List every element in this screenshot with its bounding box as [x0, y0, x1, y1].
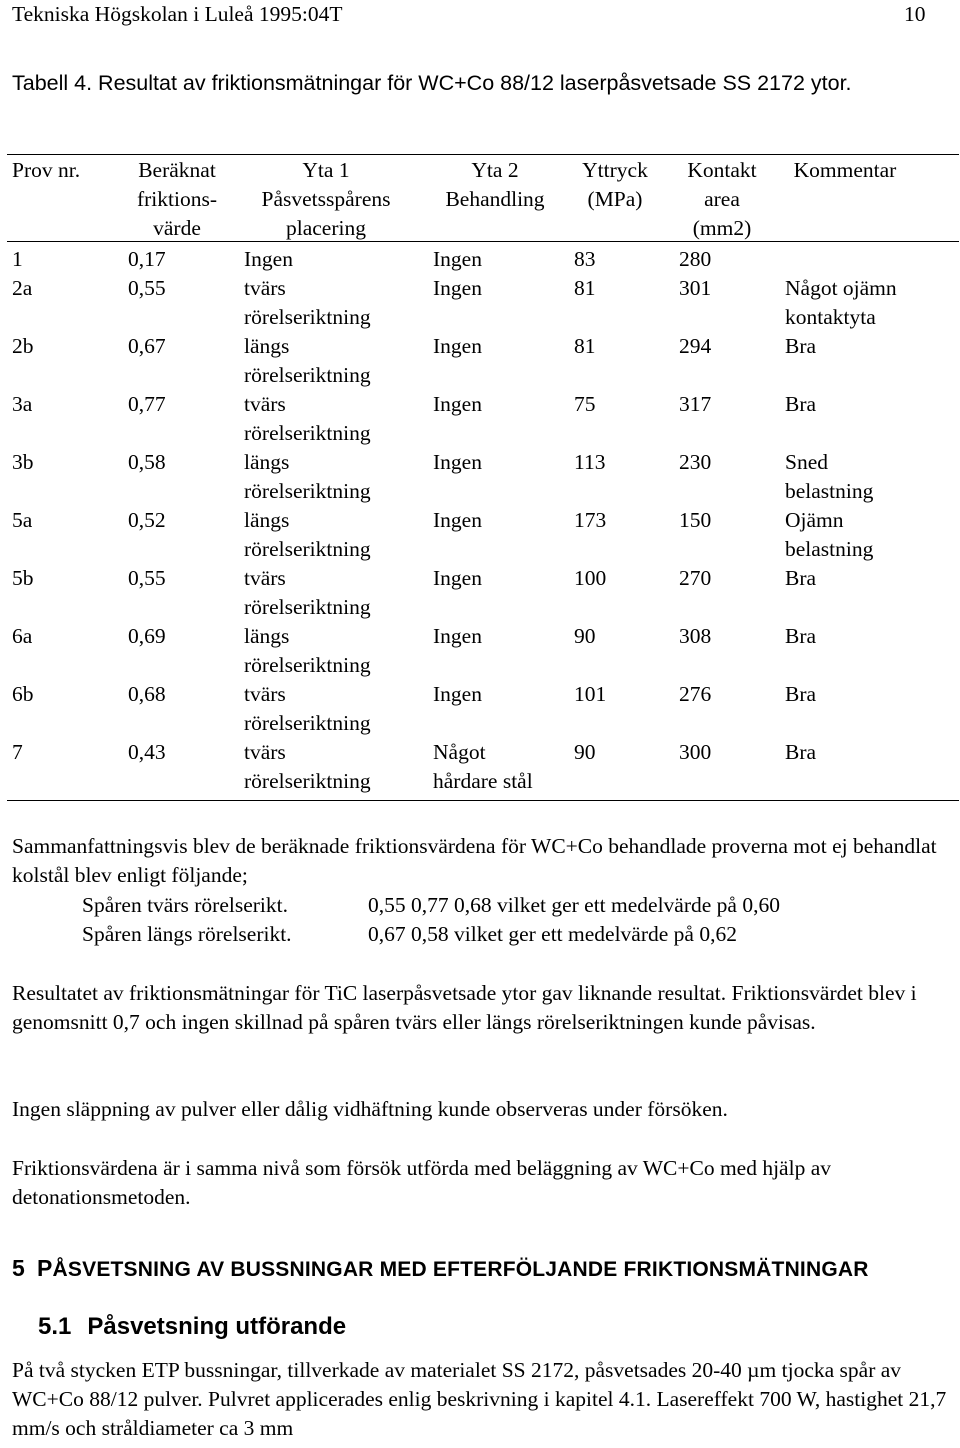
page-number: 10	[904, 2, 926, 26]
table-caption: Tabell 4. Resultat av friktionsmätningar för WC+Co 88/12 laserpåsvetsade SS 2172 ytor.	[12, 71, 852, 95]
cell-yta1: längs rörelseriktning	[244, 624, 371, 677]
cell-yta1: Ingen	[244, 247, 293, 271]
table-bottom-rule	[7, 800, 959, 801]
cell-kontakt: 300	[679, 740, 712, 764]
cell-kommentar: Sned belastning	[785, 450, 874, 503]
section-5-1-text: På två stycken ETP bussningar, tillverkade av materialet SS 2172, påsvetsades 20-40 µm tjocka spår av WC+Co 88/12 pulver. Pulvret applicerades enlig beskrivning i kapitel 4.1. Lasereffekt 700 W, hastighet 21,7 mm/s och stråldiameter ca 3 mm	[12, 1358, 947, 1440]
cell-yttryck: 173	[574, 508, 607, 532]
paragraph-detonation: Friktionsvärdena är i samma nivå som försök utförda med beläggning av WC+Co med hjälp av detonationsmetoden.	[12, 1156, 831, 1209]
cell-yta2: Något hårdare stål	[433, 740, 533, 793]
cell-kontakt: 308	[679, 624, 712, 648]
cell-kontakt: 301	[679, 276, 712, 300]
cell-friktion: 0,43	[128, 740, 166, 764]
cell-yta1: längs rörelseriktning	[244, 334, 371, 387]
cell-friktion: 0,68	[128, 682, 166, 706]
cell-kommentar: Ojämn belastning	[785, 508, 874, 561]
cell-yttryck: 90	[574, 624, 596, 648]
cell-kommentar: Bra	[785, 624, 817, 648]
cell-yta1: längs rörelseriktning	[244, 450, 371, 503]
header-kommentar: Kommentar	[793, 158, 897, 182]
cell-yta2: Ingen	[433, 566, 482, 590]
cell-yta1: tvärs rörelseriktning	[244, 392, 371, 445]
cell-prov: 6b	[12, 682, 34, 706]
cell-yta2: Ingen	[433, 508, 482, 532]
cell-yttryck: 83	[574, 247, 596, 271]
cell-friktion: 0,55	[128, 566, 166, 590]
cell-yta2: Ingen	[433, 450, 482, 474]
cell-kontakt: 276	[679, 682, 712, 706]
cell-yta1: längs rörelseriktning	[244, 508, 371, 561]
header-yttryck: Yttryck (MPa)	[582, 158, 648, 211]
cell-kontakt: 150	[679, 508, 712, 532]
cell-kontakt: 230	[679, 450, 712, 474]
summary-langs-label: Spåren längs rörelserikt.	[82, 922, 292, 946]
cell-kommentar: Bra	[785, 682, 817, 706]
cell-kommentar: Bra	[785, 566, 817, 590]
cell-yttryck: 75	[574, 392, 596, 416]
cell-prov: 5b	[12, 566, 34, 590]
section-5-1-heading: 5.1 Påsvetsning utförande	[38, 1313, 347, 1340]
cell-friktion: 0,55	[128, 276, 166, 300]
cell-yta2: Ingen	[433, 276, 482, 300]
cell-prov: 1	[12, 247, 23, 271]
running-header: Tekniska Högskolan i Luleå 1995:04T	[12, 2, 343, 26]
section-5-heading: 5 PÅSVETSNING AV BUSSNINGAR MED EFTERFÖLJANDE FRIKTIONSMÄTNINGAR	[12, 1255, 869, 1281]
cell-yta1: tvärs rörelseriktning	[244, 566, 371, 619]
cell-prov: 7	[12, 740, 23, 764]
cell-prov: 3a	[12, 392, 33, 416]
paragraph-tic: Resultatet av friktionsmätningar för TiC laserpåsvetsade ytor gav liknande resultat. Friktionsvärdet blev i genomsnitt 0,7 och ingen skillnad på spåren tvärs eller längs rörelseriktningen kunde påvisas.	[12, 981, 917, 1034]
summary-tvars-value: 0,55 0,77 0,68 vilket ger ett medelvärde på 0,60	[368, 893, 780, 917]
cell-kommentar: Något ojämn kontaktyta	[785, 276, 897, 329]
cell-kontakt: 317	[679, 392, 712, 416]
cell-yta1: tvärs rörelseriktning	[244, 276, 371, 329]
cell-yttryck: 113	[574, 450, 606, 474]
cell-prov: 2a	[12, 276, 33, 300]
cell-kontakt: 294	[679, 334, 712, 358]
header-friktionsvarde: Beräknat friktions- värde	[136, 158, 218, 240]
cell-kommentar: Bra	[785, 392, 817, 416]
cell-friktion: 0,77	[128, 392, 166, 416]
cell-yttryck: 81	[574, 276, 596, 300]
cell-kommentar: Bra	[785, 740, 817, 764]
summary-langs-value: 0,67 0,58 vilket ger ett medelvärde på 0,62	[368, 922, 737, 946]
cell-friktion: 0,69	[128, 624, 166, 648]
cell-yta2: Ingen	[433, 624, 482, 648]
cell-prov: 5a	[12, 508, 33, 532]
cell-prov: 3b	[12, 450, 34, 474]
cell-yta2: Ingen	[433, 392, 482, 416]
cell-yta2: Ingen	[433, 247, 482, 271]
cell-yta1: tvärs rörelseriktning	[244, 740, 371, 793]
cell-yta2: Ingen	[433, 682, 482, 706]
cell-kontakt: 280	[679, 247, 712, 271]
paragraph-slappning: Ingen släppning av pulver eller dålig vidhäftning kunde observeras under försöken.	[12, 1097, 728, 1121]
cell-yttryck: 101	[574, 682, 607, 706]
summary-intro: Sammanfattningsvis blev de beräknade friktionsvärdena för WC+Co behandlade proverna mot ej behandlat kolstål blev enligt följande;	[12, 834, 937, 887]
summary-tvars-label: Spåren tvärs rörelserikt.	[82, 893, 288, 917]
cell-kommentar: Bra	[785, 334, 817, 358]
cell-yttryck: 81	[574, 334, 596, 358]
header-prov-nr: Prov nr.	[12, 158, 81, 182]
header-yta2: Yta 2 Behandling	[445, 158, 545, 211]
cell-yta1: tvärs rörelseriktning	[244, 682, 371, 735]
cell-prov: 2b	[12, 334, 34, 358]
cell-friktion: 0,67	[128, 334, 166, 358]
cell-friktion: 0,17	[128, 247, 166, 271]
cell-friktion: 0,58	[128, 450, 166, 474]
cell-friktion: 0,52	[128, 508, 166, 532]
cell-kontakt: 270	[679, 566, 712, 590]
cell-yta2: Ingen	[433, 334, 482, 358]
cell-yttryck: 90	[574, 740, 596, 764]
table-top-rule	[7, 154, 959, 155]
cell-prov: 6a	[12, 624, 33, 648]
cell-yttryck: 100	[574, 566, 607, 590]
header-yta1: Yta 1 Påsvetsspårens placering	[261, 158, 391, 240]
header-kontaktarea: Kontakt area (mm2)	[687, 158, 757, 240]
